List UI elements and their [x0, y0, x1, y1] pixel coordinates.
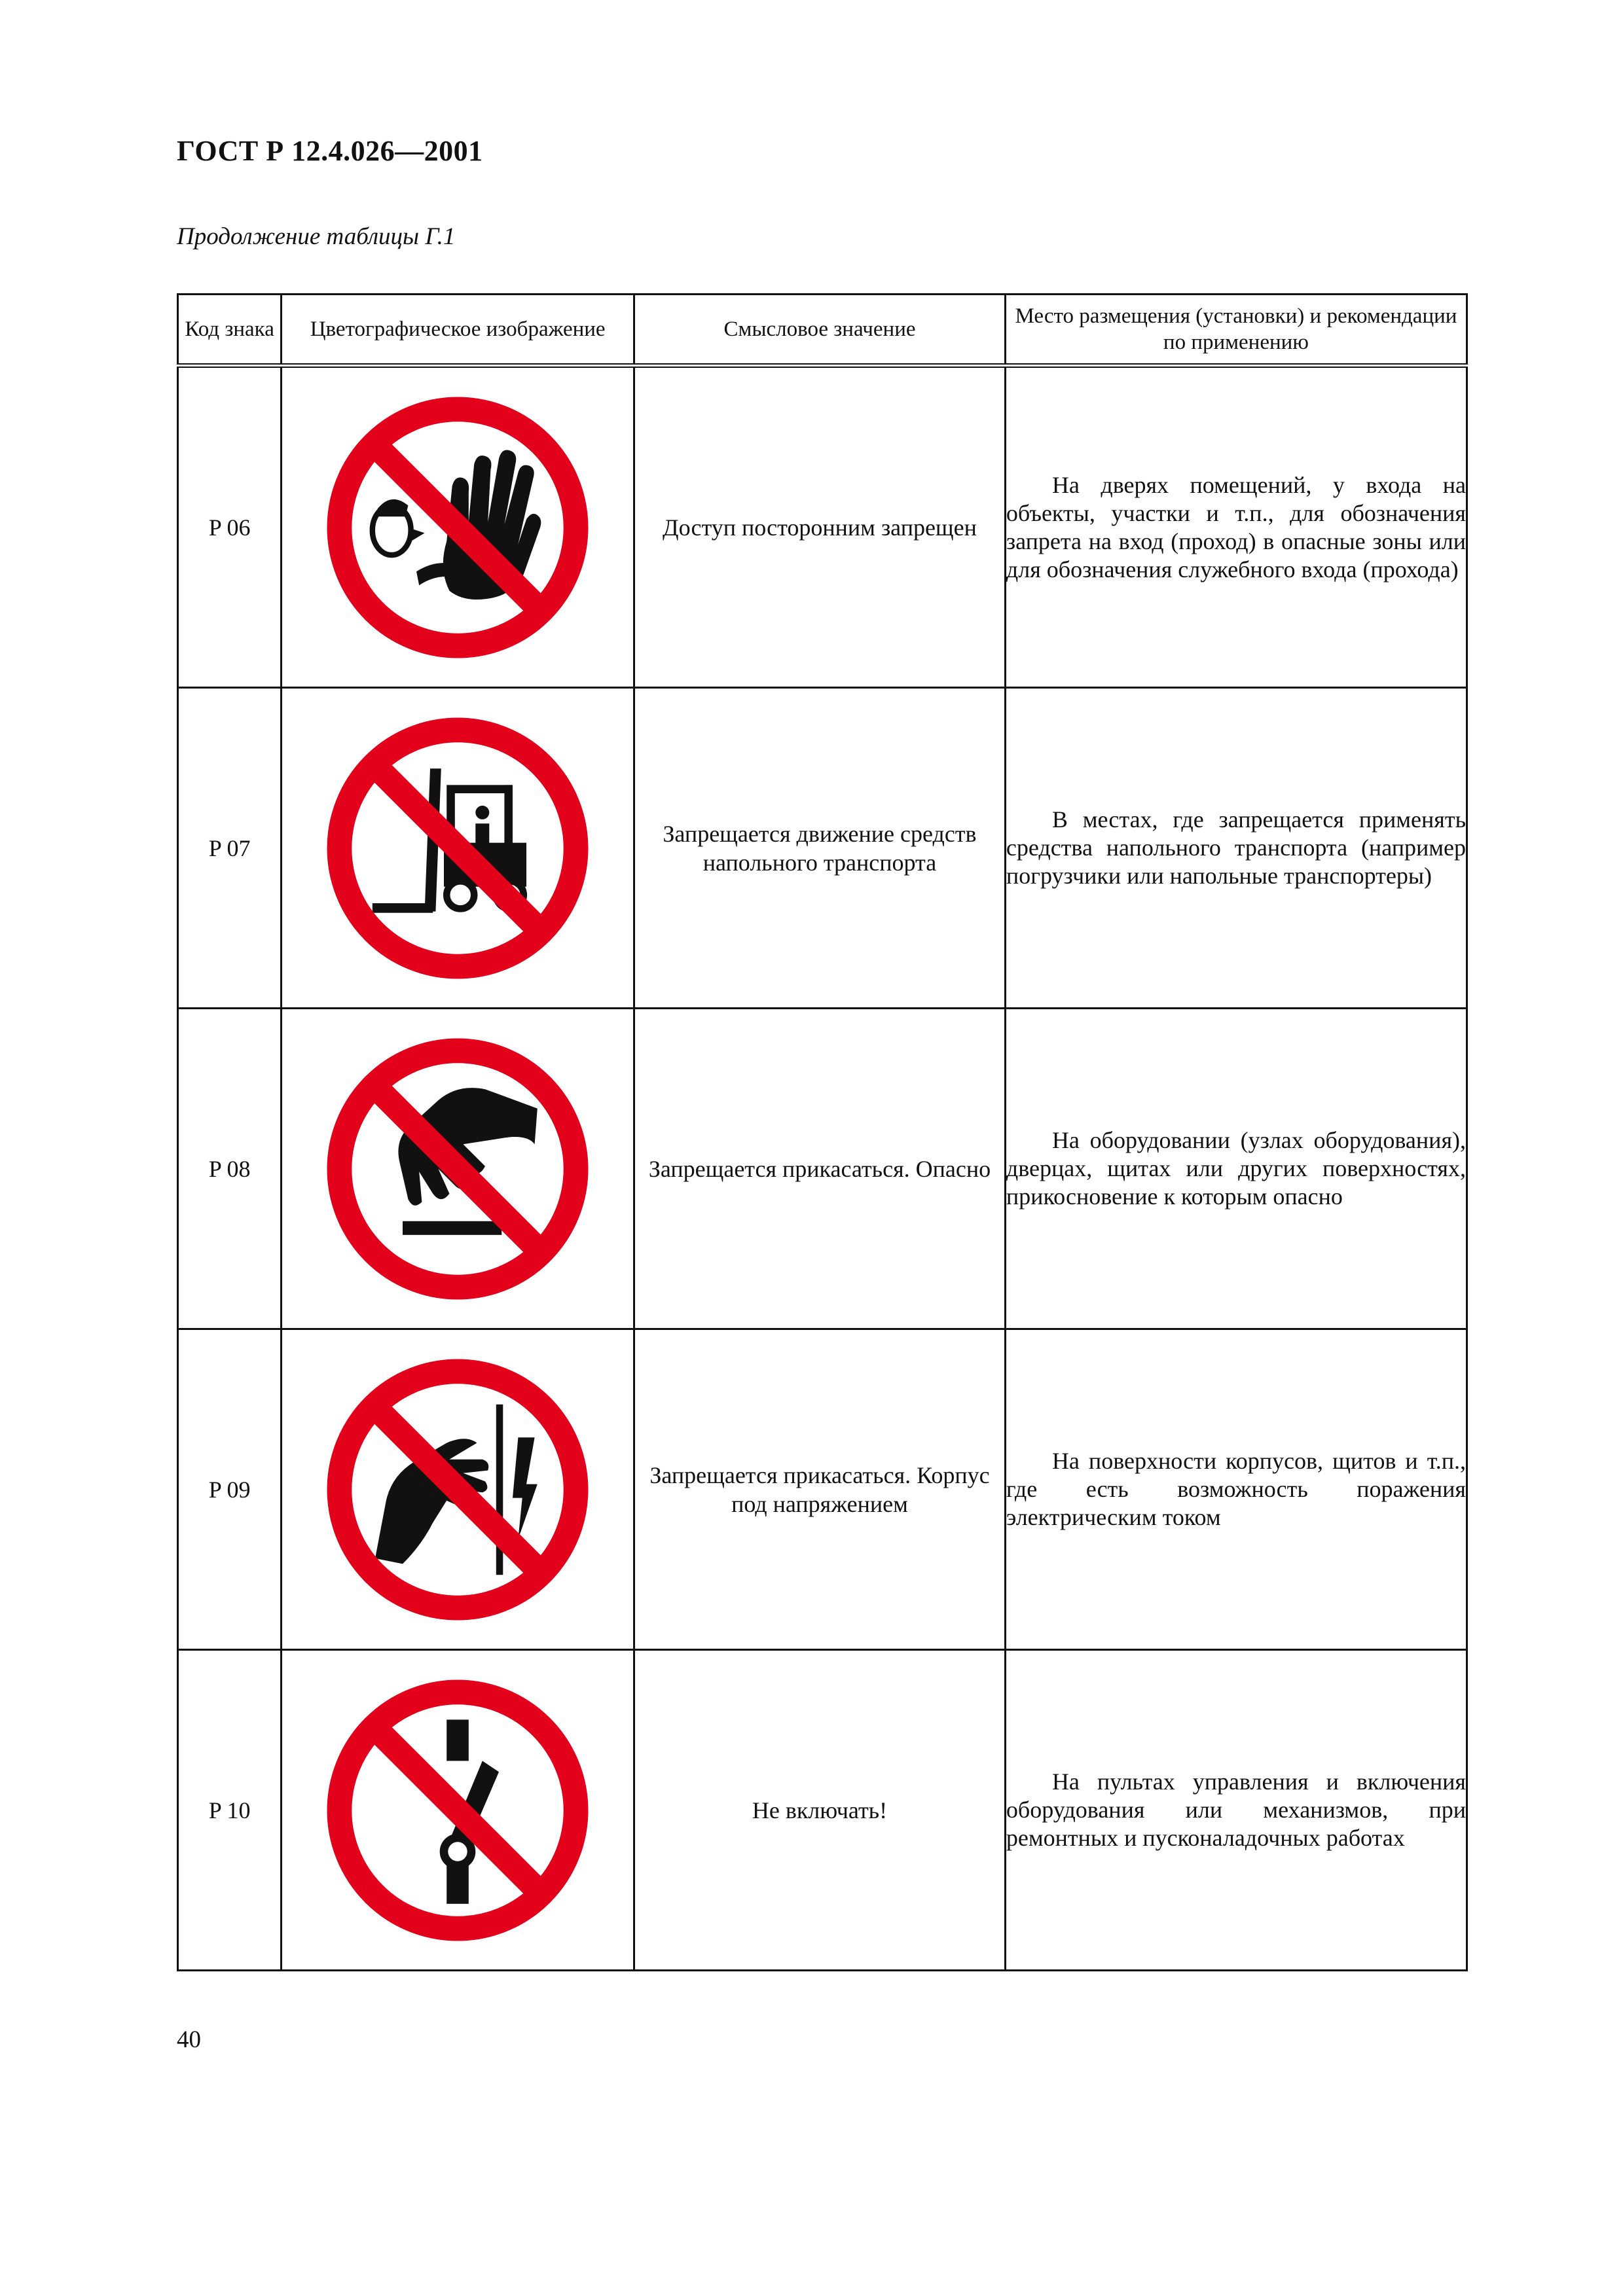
hot-surface-shape	[403, 1221, 501, 1234]
no-forklift-icon	[320, 711, 595, 986]
table-row	[178, 688, 1467, 1009]
column-header-placement: Место размещения (установки) и рекомендации по применению	[1005, 295, 1467, 366]
table-row	[178, 1009, 1467, 1329]
sign-placement: В местах, где запрещается применять средства напольного транспорта (например погрузчики или напольные транспортеры)	[1005, 688, 1467, 1009]
do-not-switch-on-icon	[320, 1673, 595, 1948]
sign-meaning: Запрещается движение средств напольного транспорта	[634, 688, 1006, 1009]
signs-table	[177, 293, 1468, 1971]
sign-placement: На пультах управления и включения оборудования или механизмов, при ремонтных и пусконаладочных работах	[1005, 1650, 1467, 1971]
no-touch-electric-icon	[320, 1352, 595, 1627]
no-entry-hand-icon	[320, 390, 595, 665]
sign-meaning: Не включать!	[634, 1650, 1006, 1971]
sign-code: P 07	[178, 688, 282, 1009]
lightning-bolt-icon	[513, 1437, 538, 1539]
table-header-row	[178, 295, 1467, 366]
sign-placement: На оборудовании (узлах оборудования), дверцах, щитах или других поверхностях, прикосновение к которым опасно	[1005, 1009, 1467, 1329]
sign-code: P 09	[178, 1329, 282, 1650]
table-caption: Продолжение таблицы Г.1	[177, 223, 456, 250]
page-number: 40	[177, 2026, 201, 2053]
table-row	[178, 1329, 1467, 1650]
sign-meaning: Доступ посторонним запрещен	[634, 366, 1006, 688]
sign-placement: На поверхности корпусов, щитов и т.п., где есть возможность поражения электрическим током	[1005, 1329, 1467, 1650]
document-header: ГОСТ Р 12.4.026—2001	[177, 135, 483, 167]
sign-meaning: Запрещается прикасаться. Опасно	[634, 1009, 1006, 1329]
sign-code: P 10	[178, 1650, 282, 1971]
column-header-image: Цветографическое изображение	[282, 295, 634, 366]
column-header-code: Код знака	[178, 295, 282, 366]
column-header-meaning: Смысловое значение	[634, 295, 1006, 366]
table-row	[178, 1650, 1467, 1971]
sign-code: P 08	[178, 1009, 282, 1329]
sign-placement: На дверях помещений, у входа на объекты, участки и т.п., для обозначения запрета на вход (проход) в опасные зоны или для обозначения служебного входа (прохода)	[1005, 366, 1467, 688]
no-touch-hand-icon	[320, 1031, 595, 1306]
sign-code: P 06	[178, 366, 282, 688]
sign-meaning: Запрещается прикасаться. Корпус под напряжением	[634, 1329, 1006, 1650]
table-row	[178, 366, 1467, 688]
